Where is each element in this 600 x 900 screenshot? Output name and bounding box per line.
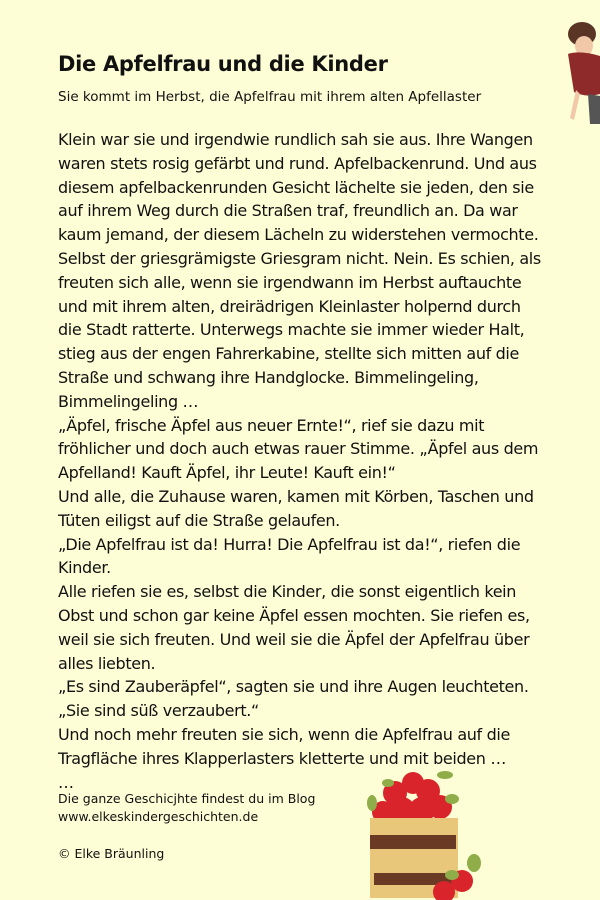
story-line: Und noch mehr freuten sie sich, wenn die Apfelfrau auf die [58, 724, 510, 744]
story-line: und mit ihrem alten, dreirädrigen Kleinlaster holpernd durch [58, 296, 521, 316]
story-line: diesem apfelbackenrunden Gesicht lächelte sie jeden, den sie [58, 177, 534, 197]
story-line: Kinder. [58, 558, 111, 578]
story-text [58, 128, 598, 794]
story-line: Klein war sie und irgendwie rundlich sah sie aus. Ihre Wangen [58, 130, 533, 149]
story-line: „Es sind Zauberäpfel“, sagten sie und ihre Augen leuchteten. [58, 677, 529, 697]
story-line: Bimmelingeling … [58, 391, 199, 411]
story-line: weil sie sich freuten. Und weil sie die Äpfel der Apfelfrau über [58, 629, 530, 649]
story-line: … [58, 772, 74, 792]
story-line: die Stadt ratterte. Unterwegs machte sie immer wieder Halt, [58, 320, 525, 340]
story-line: Alle riefen sie es, selbst die Kinder, die sonst eigentlich kein [58, 582, 517, 602]
story-line: „Äpfel, frische Äpfel aus neuer Ernte!“, rief sie dazu mit [58, 415, 485, 435]
story-line: waren stets rosig gefärbt und rund. Apfelbackenrund. Und aus [58, 153, 537, 173]
story-line: „Die Apfelfrau ist da! Hurra! Die Apfelfrau ist da!“, riefen die [58, 534, 521, 554]
story-line: fröhlicher und doch auch etwas rauer Stimme. „Äpfel aus dem [58, 439, 539, 459]
story-line: auf ihrem Weg durch die Straßen traf, freundlich an. Da war [58, 201, 518, 221]
story-line: alles liebten. [58, 653, 156, 673]
story-line: Und alle, die Zuhause waren, kamen mit Körben, Taschen und [58, 486, 534, 506]
story-subtitle: Sie kommt im Herbst, die Apfelfrau mit ihrem alten Apfellaster [58, 89, 482, 105]
blog-reference-text: Die ganze Geschicjhte findest du im Blog [58, 791, 316, 806]
story-line: Selbst der griesgrämigste Griesgram nicht. Nein. Es schien, als [58, 248, 541, 268]
apple-basket-illustration [350, 755, 500, 900]
story-title: Die Apfelfrau und die Kinder [58, 52, 388, 76]
story-line: kaum jemand, der diesem Lächeln zu widerstehen vermochte. [58, 225, 539, 245]
blog-url: www.elkeskindergeschichten.de [58, 809, 259, 824]
story-line: stieg aus der engen Fahrerkabine, stellte sich mitten auf die [58, 344, 520, 364]
apple-woman-illustration [560, 14, 600, 124]
story-line: Straße und schwang ihre Handglocke. Bimmelingeling, [58, 367, 479, 387]
blog-reference [58, 790, 315, 826]
story-line: Tragfläche ihres Klapperlasters kletterte und mit beiden … [58, 748, 506, 768]
story-line: Apfelland! Kauft Äpfel, ihr Leute! Kauft ein!“ [58, 463, 396, 483]
story-line: Tüten eiligst auf die Straße gelaufen. [58, 510, 340, 530]
story-line: freuten sich alle, wenn sie irgendwann im Herbst auftauchte [58, 272, 522, 292]
story-line: Obst und schon gar keine Äpfel essen mochten. Sie riefen es, [58, 605, 530, 625]
copyright: © Elke Bräunling [58, 846, 165, 861]
story-line: „Sie sind süß verzaubert.“ [58, 701, 259, 721]
